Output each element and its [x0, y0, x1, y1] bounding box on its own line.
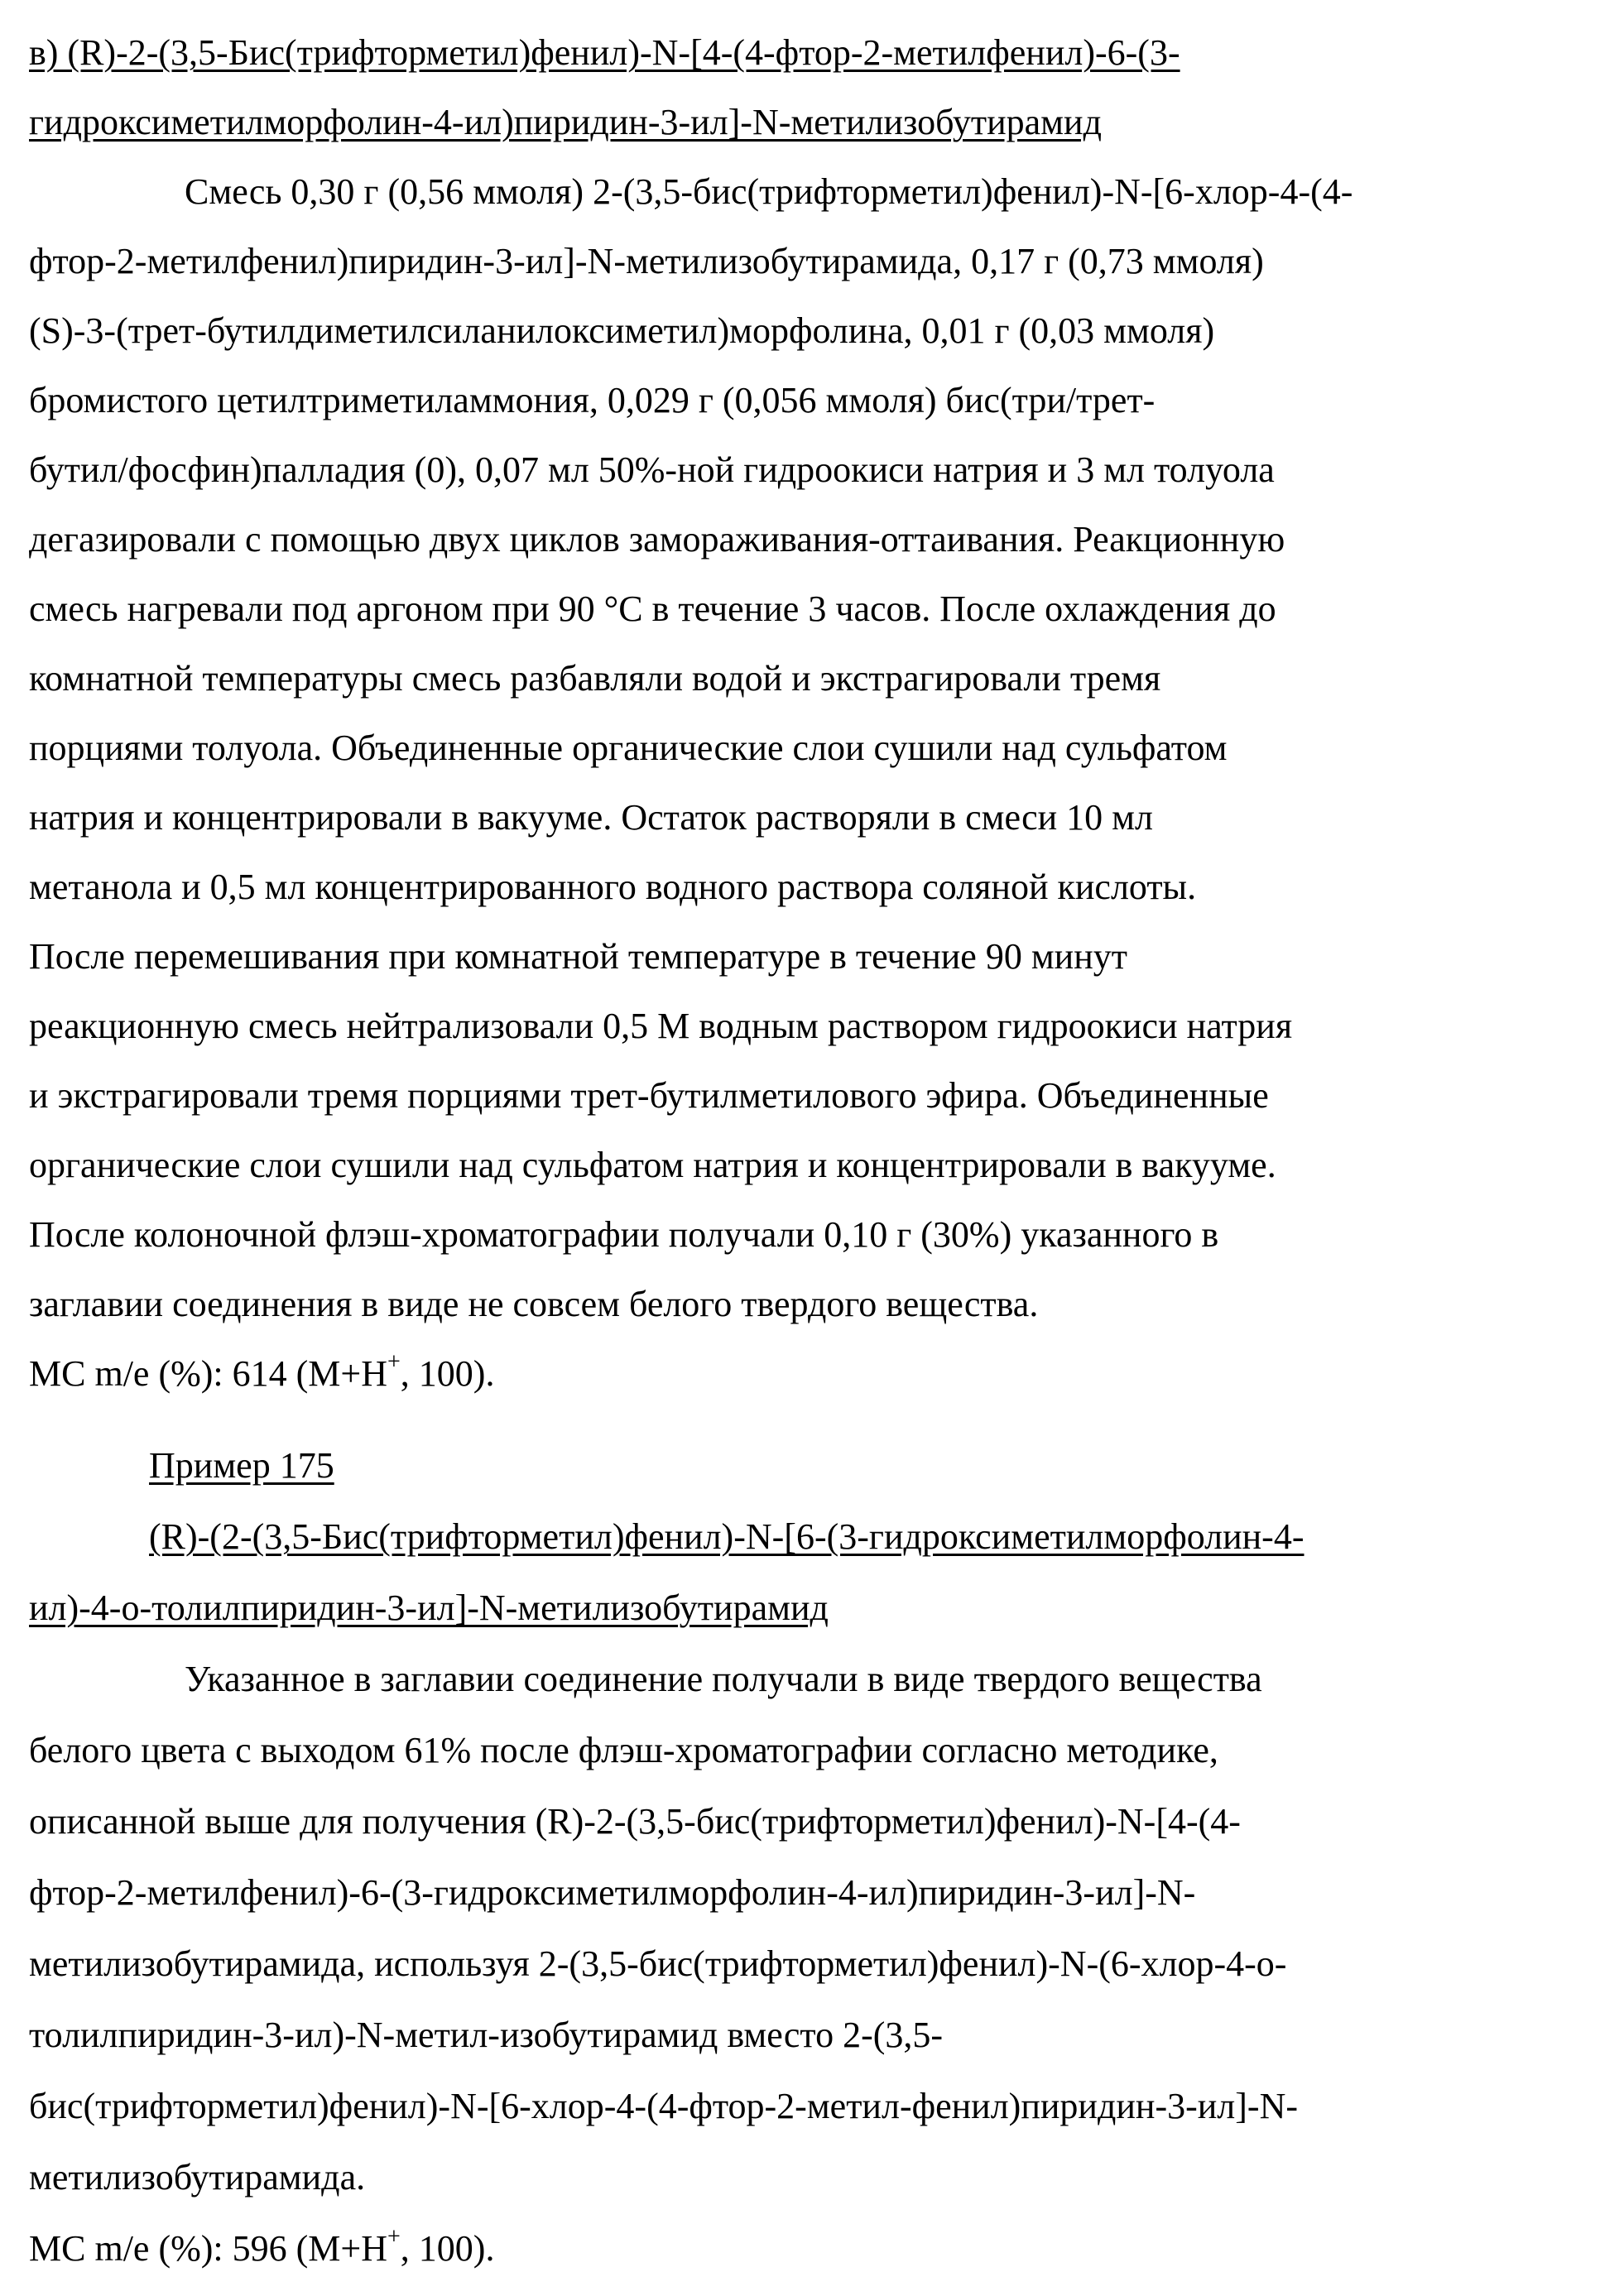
ms-text: МС m/e (%): 614 (M+H [29, 1353, 387, 1394]
procedure-paragraph [29, 157, 1583, 1339]
paragraph-line: После перемешивания при комнатной температуре в течение 90 минут [29, 922, 1583, 992]
paragraph-line: метилизобутирамида, используя 2-(3,5-бис(трифторметил)фенил)-N-(6-хлор-4-о- [29, 1929, 1583, 2000]
paragraph-line: реакционную смесь нейтрализовали 0,5 М водным раствором гидроокиси натрия [29, 992, 1583, 1061]
example-175 [29, 1430, 1583, 2284]
paragraph-line: натрия и концентрировали в вакууме. Остаток растворяли в смеси 10 мл [29, 783, 1583, 853]
paragraph-line: комнатной температуры смесь разбавляли водой и экстрагировали тремя [29, 644, 1583, 713]
compound-title-line: в) (R)-2-(3,5-Бис(трифторметил)фенил)-N-[4-(4-фтор-2-метилфенил)-6-(3- [29, 18, 1583, 88]
paragraph-line: белого цвета с выходом 61% после флэш-хроматографии согласно методике, [29, 1715, 1583, 1786]
paragraph-line: (S)-3-(трет-бутилдиметилсиланилоксиметил)морфолина, 0,01 г (0,03 ммоля) [29, 296, 1583, 366]
paragraph-line: заглавии соединения в виде не совсем белого твердого вещества. [29, 1270, 1583, 1339]
paragraph-line: бромистого цетилтриметиламмония, 0,029 г (0,056 ммоля) бис(три/трет- [29, 366, 1583, 435]
paragraph-line: фтор-2-метилфенил)пиридин-3-ил]-N-метилизобутирамида, 0,17 г (0,73 ммоля) [29, 227, 1583, 296]
document-page [29, 18, 1583, 2284]
paragraph-line: смесь нагревали под аргоном при 90 °C в течение 3 часов. После охлаждения до [29, 574, 1583, 644]
paragraph-line: органические слои сушили над сульфатом натрия и концентрировали в вакууме. [29, 1131, 1583, 1200]
paragraph-line: бутил/фосфин)палладия (0), 0,07 мл 50%-ной гидроокиси натрия и 3 мл толуола [29, 435, 1583, 505]
compound-title-line: ил)-4-о-толилпиридин-3-ил]-N-метилизобутирамид [29, 1573, 1583, 1644]
paragraph-line: метанола и 0,5 мл концентрированного водного раствора соляной кислоты. [29, 853, 1583, 922]
paragraph-line: порциями толуола. Объединенные органические слои сушили над сульфатом [29, 713, 1583, 783]
section-v [29, 18, 1583, 1409]
ms-superscript: + [387, 2224, 401, 2250]
compound-title-text: (R)-(2-(3,5-Бис(трифторметил)фенил)-N-[6-(3-гидроксиметилморфолин-4- [149, 1516, 1304, 1557]
procedure-paragraph [29, 1644, 1583, 2213]
ms-text-end: , 100). [401, 2228, 495, 2269]
paragraph-line: дегазировали с помощью двух циклов замораживания-оттаивания. Реакционную [29, 505, 1583, 574]
paragraph-line: метилизобутирамида. [29, 2142, 1583, 2213]
paragraph-line: и экстрагировали тремя порциями трет-бутилметилового эфира. Объединенные [29, 1061, 1583, 1131]
ms-text-end: , 100). [401, 1353, 495, 1394]
paragraph-line: Смесь 0,30 г (0,56 ммоля) 2-(3,5-бис(трифторметил)фенил)-N-[6-хлор-4-(4- [29, 157, 1583, 227]
paragraph-line: толилпиридин-3-ил)-N-метил-изобутирамид вместо 2-(3,5- [29, 2000, 1583, 2071]
ms-text: МС m/e (%): 596 (M+H [29, 2228, 387, 2269]
paragraph-line: фтор-2-метилфенил)-6-(3-гидроксиметилморфолин-4-ил)пиридин-3-ил]-N- [29, 1857, 1583, 1929]
compound-title-line: гидроксиметилморфолин-4-ил)пиридин-3-ил]-N-метилизобутирамид [29, 88, 1583, 157]
ms-superscript: + [387, 1349, 401, 1375]
example-heading [29, 1430, 1583, 1501]
paragraph-line: бис(трифторметил)фенил)-N-[6-хлор-4-(4-фтор-2-метил-фенил)пиридин-3-ил]-N- [29, 2071, 1583, 2142]
ms-result [29, 1339, 1583, 1409]
paragraph-line: описанной выше для получения (R)-2-(3,5-бис(трифторметил)фенил)-N-[4-(4- [29, 1786, 1583, 1857]
compound-title-line [29, 1501, 1583, 1573]
example-heading-text: Пример 175 [149, 1445, 334, 1486]
paragraph-line: Указанное в заглавии соединение получали в виде твердого вещества [29, 1644, 1583, 1715]
paragraph-line: После колоночной флэш-хроматографии получали 0,10 г (30%) указанного в [29, 1200, 1583, 1270]
ms-result [29, 2213, 1583, 2284]
